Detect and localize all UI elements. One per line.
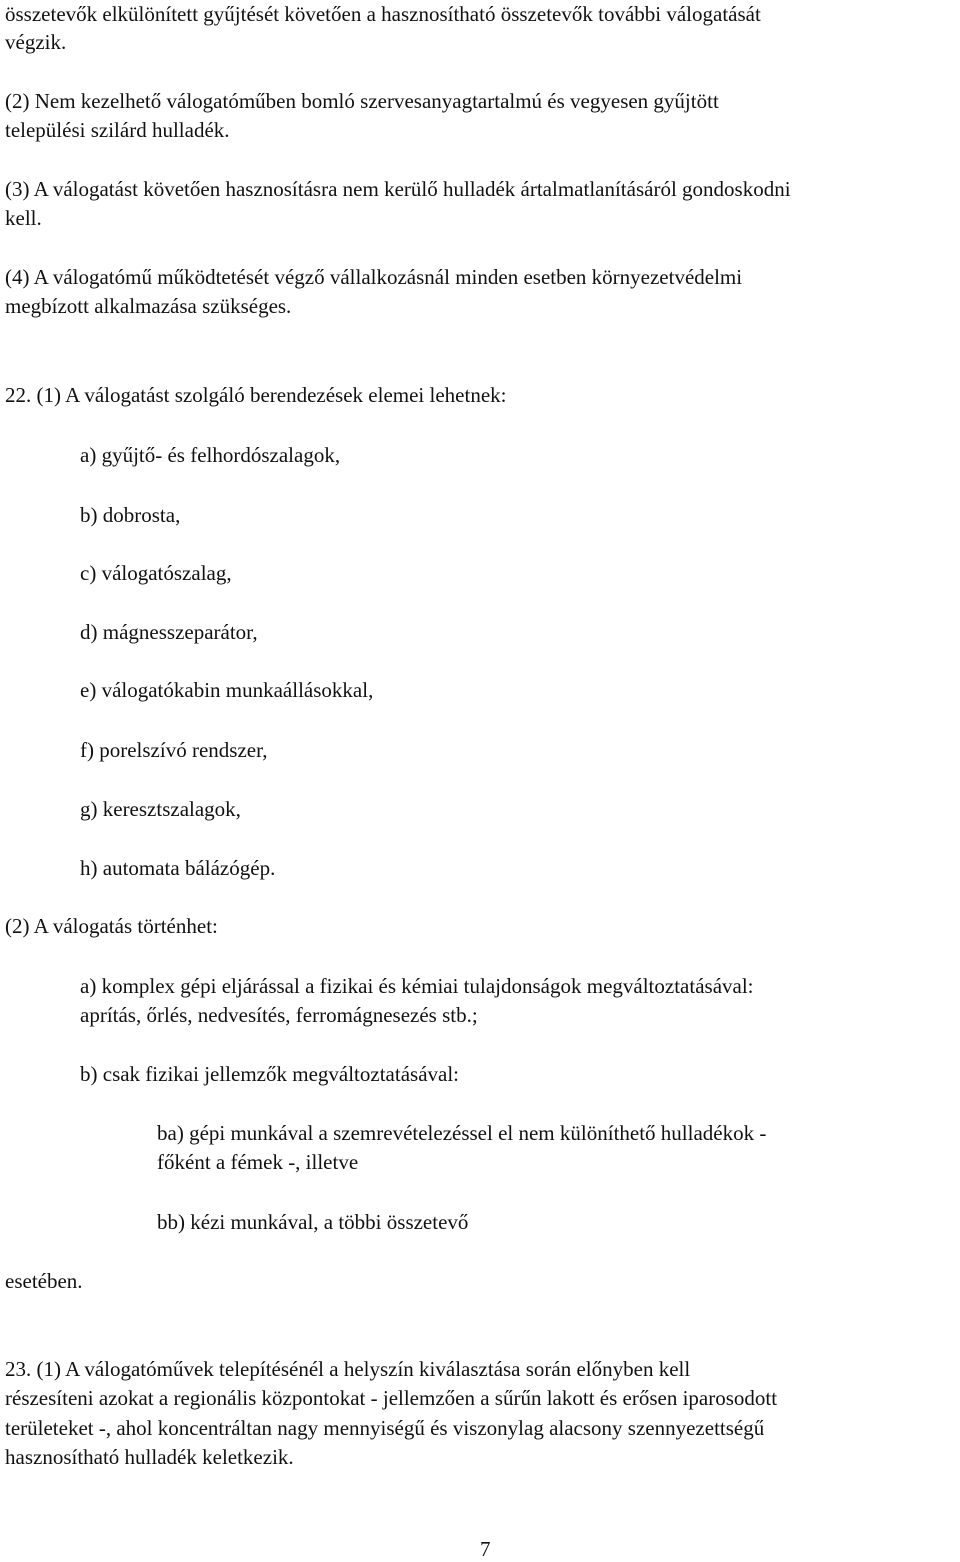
list-item: b) dobrosta, — [80, 503, 181, 527]
subsection-2-heading: (2) A válogatás történhet: — [5, 914, 218, 938]
page-number: 7 — [480, 1537, 491, 1561]
section-23-line-4: hasznosítható hulladék keletkezik. — [5, 1445, 294, 1469]
paragraph-2-line-1: (2) Nem kezelhető válogatóműben bomló szervesanyagtartalmú és vegyesen gyűjtött — [5, 89, 719, 113]
subsection-2-item-ba-line-2: főként a fémek -, illetve — [157, 1150, 359, 1174]
list-item: e) válogatókabin munkaállásokkal, — [80, 678, 374, 702]
list-item: f) porelszívó rendszer, — [80, 738, 268, 762]
list-item: g) keresztszalagok, — [80, 797, 241, 821]
paragraph-4-line-1: (4) A válogatómű működtetését végző vállalkozásnál minden esetben környezetvédelmi — [5, 265, 743, 289]
section-22-heading: 22. (1) A válogatást szolgáló berendezések elemei lehetnek: — [5, 383, 507, 407]
subsection-2-item-a-line-2: aprítás, őrlés, nedvesítés, ferromágnesezés stb.; — [80, 1003, 478, 1027]
paragraph-3-line-2: kell. — [5, 206, 42, 230]
list-item: h) automata bálázógép. — [80, 856, 276, 880]
paragraph-2-line-2: települési szilárd hulladék. — [5, 118, 230, 142]
list-item: c) válogatószalag, — [80, 561, 232, 585]
section-23-line-3: területeket -, ahol koncentráltan nagy mennyiségű és viszonylag alacsony szennyezettségű — [5, 1416, 765, 1440]
paragraph-3-line-1: (3) A válogatást követően hasznosításra nem kerülő hulladék ártalmatlanításáról gondoskodni — [5, 177, 791, 201]
section-23-line-2: részesíteni azokat a regionális központokat - jellemzően a sűrűn lakott és erősen iparosodott — [5, 1386, 778, 1410]
subsection-2-closing: esetében. — [5, 1269, 83, 1293]
list-item: a) gyűjtő- és felhordószalagok, — [80, 443, 341, 467]
subsection-2-item-bb: bb) kézi munkával, a többi összetevő — [157, 1210, 469, 1234]
intro-line-1: összetevők elkülönített gyűjtését követően a hasznosítható összetevők további válogatását — [5, 2, 761, 26]
section-23-line-1: 23. (1) A válogatóművek telepítésénél a helyszín kiválasztása során előnyben kell — [5, 1357, 691, 1381]
subsection-2-item-b: b) csak fizikai jellemzők megváltoztatásával: — [80, 1062, 460, 1086]
intro-line-2: végzik. — [5, 30, 67, 54]
subsection-2-item-ba-line-1: ba) gépi munkával a szemrevételezéssel el nem különíthető hulladékok - — [157, 1121, 767, 1145]
list-item: d) mágnesszeparátor, — [80, 620, 258, 644]
subsection-2-item-a-line-1: a) komplex gépi eljárással a fizikai és kémiai tulajdonságok megváltoztatásával: — [80, 974, 754, 998]
paragraph-4-line-2: megbízott alkalmazása szükséges. — [5, 294, 292, 318]
